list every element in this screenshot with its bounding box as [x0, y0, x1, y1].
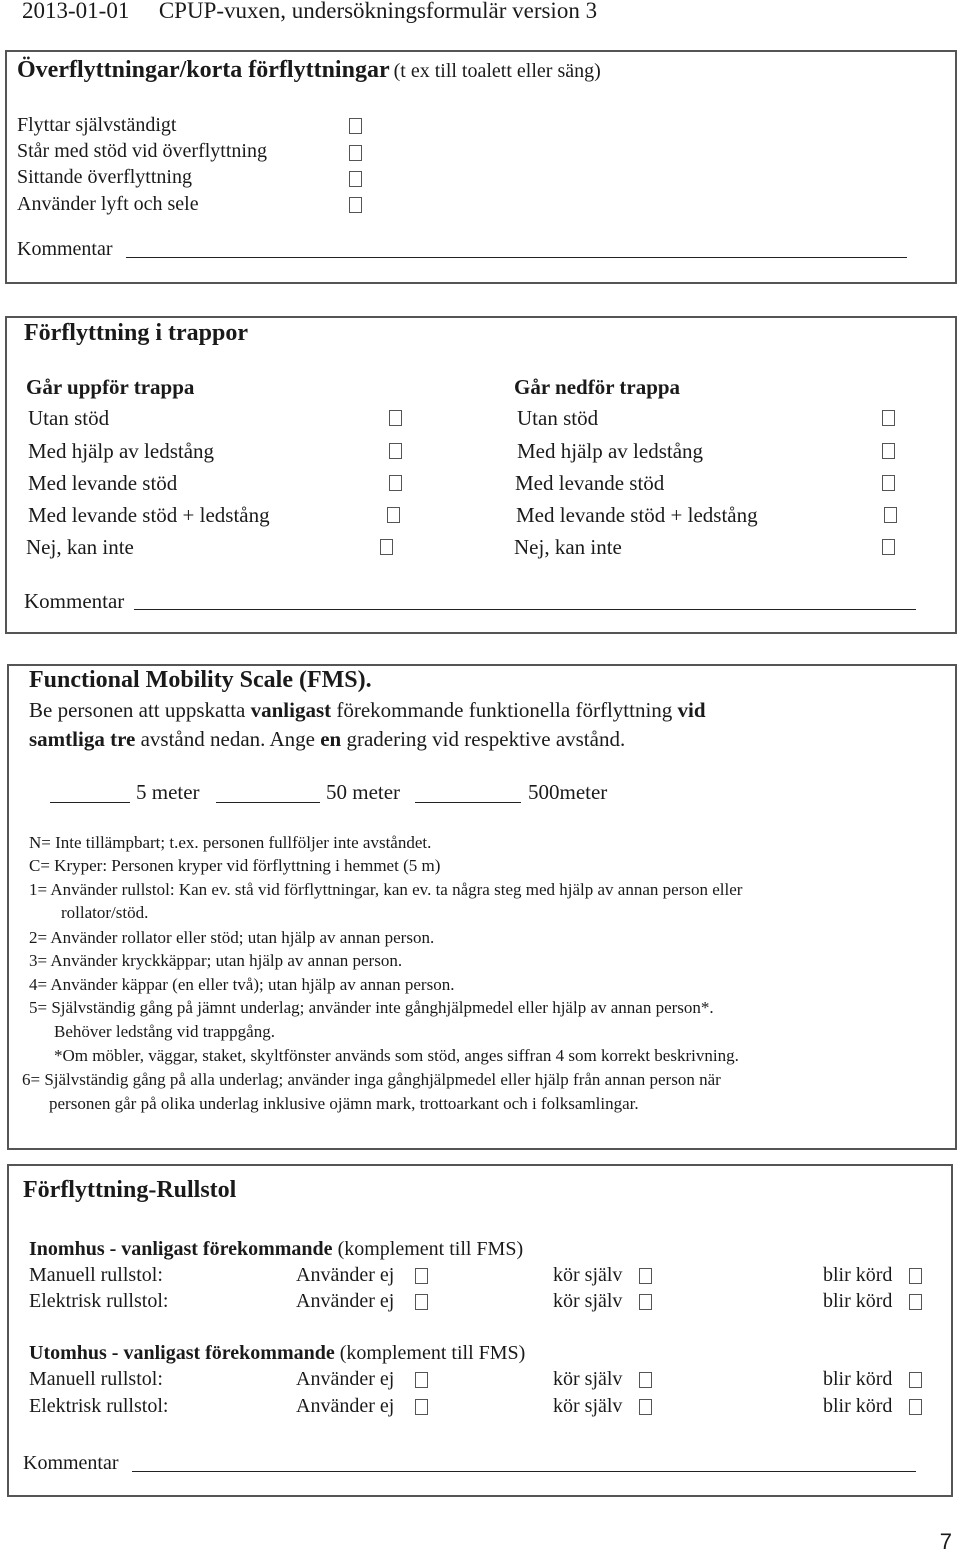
fms-instr-text: avstånd nedan. Ange	[135, 727, 321, 751]
fms-instr-text: gradering vid respektive avstånd.	[341, 727, 626, 751]
option-label: Använder ej	[296, 1368, 395, 1390]
fms-instr-emph: vid	[677, 698, 706, 722]
stairs-comment-label: Kommentar	[24, 589, 125, 613]
fms-5m-field[interactable]	[50, 802, 130, 803]
stairs-down-item-label: Nej, kan inte	[514, 535, 622, 559]
stairs-comment-field[interactable]	[134, 609, 916, 610]
indoor-title: Inomhus - vanligast förekommande	[29, 1238, 333, 1260]
option-label: Använder ej	[296, 1264, 395, 1286]
outdoor-manual-driven-checkbox[interactable]	[909, 1372, 922, 1388]
fms-title: Functional Mobility Scale (FMS).	[29, 667, 372, 693]
option-label: blir körd	[823, 1368, 893, 1390]
row-label-manual: Manuell rullstol:	[29, 1368, 163, 1390]
outdoor-electric-uses-not-checkbox[interactable]	[415, 1399, 428, 1415]
stairs-down-checkbox[interactable]	[882, 410, 895, 426]
stairs-up-checkbox[interactable]	[389, 475, 402, 491]
stairs-down-item-label: Med levande stöd	[515, 471, 665, 495]
fms-scale-item: 2= Använder rollator eller stöd; utan hjälp av annan person.	[29, 928, 435, 947]
option-label: Använder ej	[296, 1290, 395, 1312]
transfers-heading	[17, 57, 601, 84]
wheelchair-title: Förflyttning-Rullstol	[23, 1177, 237, 1203]
option-label: blir körd	[823, 1395, 893, 1417]
stairs-up-checkbox[interactable]	[380, 539, 393, 555]
header-date: 2013-01-01	[22, 0, 130, 23]
fms-scale-item: 4= Använder käppar (en eller två); utan hjälp av annan person.	[29, 975, 455, 994]
fms-instr-emph: en	[320, 727, 342, 751]
stairs-up-item-label: Med hjälp av ledstång	[28, 439, 215, 463]
option-label: blir körd	[823, 1290, 893, 1312]
indoor-electric-driven-checkbox[interactable]	[909, 1294, 922, 1310]
transfers-item-label: Flyttar självständigt	[17, 114, 177, 136]
transfers-subtitle: (t ex till toalett eller säng)	[393, 60, 601, 82]
indoor-note: (komplement till FMS)	[332, 1238, 524, 1260]
wheelchair-section	[7, 1164, 953, 1497]
stairs-up-checkbox[interactable]	[389, 410, 402, 426]
wheelchair-indoor-heading	[29, 1238, 523, 1261]
option-label: blir körd	[823, 1264, 893, 1286]
fms-instr-emph: samtliga tre	[29, 727, 136, 751]
fms-distance-label: 5 meter	[136, 780, 200, 804]
transfers-item-label: Sittande överflyttning	[17, 166, 192, 188]
stairs-down-checkbox[interactable]	[882, 443, 895, 459]
fms-scale-item: 5= Självständig gång på jämnt underlag; använder inte gånghjälpmedel eller hjälp av annan person*.	[29, 998, 714, 1017]
stairs-title: Förflyttning i trappor	[24, 320, 248, 346]
fms-instruction-line-2	[29, 727, 625, 752]
fms-instr-emph: vanligast	[250, 698, 332, 722]
page-header	[22, 0, 597, 24]
stairs-up-item-label: Med levande stöd + ledstång	[28, 503, 270, 527]
transfers-title: Överflyttningar/korta förflyttningar	[17, 57, 390, 83]
option-label: kör själv	[553, 1368, 623, 1390]
fms-scale-item: C= Kryper: Personen kryper vid förflyttning i hemmet (5 m)	[29, 856, 441, 875]
stairs-down-item-label: Utan stöd	[517, 406, 599, 430]
option-label: kör själv	[553, 1264, 623, 1286]
fms-scale-item: 1= Använder rullstol: Kan ev. stå vid förflyttningar, kan ev. ta några steg med hjälp av annan person eller	[29, 880, 743, 899]
fms-instr-text: förekommande funktionella förflyttning	[331, 698, 678, 722]
transfers-item-label: Använder lyft och sele	[17, 193, 199, 215]
stairs-up-item-label: Nej, kan inte	[26, 535, 134, 559]
transfers-checkbox[interactable]	[349, 118, 362, 134]
transfers-item-label: Står med stöd vid överflyttning	[17, 140, 267, 162]
stairs-up-title: Går uppför trappa	[26, 375, 195, 399]
header-title: CPUP-vuxen, undersökningsformulär version 3	[158, 0, 598, 23]
stairs-down-item-label: Med hjälp av ledstång	[517, 439, 704, 463]
fms-instruction-line-1	[29, 698, 706, 723]
stairs-up-checkbox[interactable]	[389, 443, 402, 459]
stairs-up-item-label: Utan stöd	[28, 406, 110, 430]
wheelchair-comment-label: Kommentar	[23, 1452, 119, 1474]
option-label: kör själv	[553, 1395, 623, 1417]
outdoor-manual-self-checkbox[interactable]	[639, 1372, 652, 1388]
fms-distance-label: 50 meter	[326, 780, 401, 804]
page-number: 7	[939, 1529, 952, 1554]
row-label-manual: Manuell rullstol:	[29, 1264, 163, 1286]
fms-scale-item: N= Inte tillämpbart; t.ex. personen fullföljer inte avståndet.	[29, 833, 432, 852]
transfers-checkbox[interactable]	[349, 145, 362, 161]
outdoor-electric-self-checkbox[interactable]	[639, 1399, 652, 1415]
option-label: Använder ej	[296, 1395, 395, 1417]
stairs-down-title: Går nedför trappa	[514, 375, 681, 399]
fms-distance-label: 500meter	[528, 780, 608, 804]
fms-instr-text: Be personen att uppskatta	[29, 698, 251, 722]
fms-500m-field[interactable]	[415, 802, 521, 803]
row-label-electric: Elektrisk rullstol:	[29, 1395, 169, 1417]
outdoor-note: (komplement till FMS)	[334, 1342, 526, 1364]
wheelchair-outdoor-heading	[29, 1342, 525, 1365]
outdoor-title: Utomhus - vanligast förekommande	[29, 1342, 335, 1364]
transfers-comment-field[interactable]	[126, 257, 907, 258]
indoor-manual-uses-not-checkbox[interactable]	[415, 1268, 428, 1284]
indoor-electric-uses-not-checkbox[interactable]	[415, 1294, 428, 1310]
stairs-down-checkbox[interactable]	[884, 507, 897, 523]
indoor-manual-driven-checkbox[interactable]	[909, 1268, 922, 1284]
transfers-comment-label: Kommentar	[17, 238, 113, 260]
stairs-down-item-label: Med levande stöd + ledstång	[516, 503, 758, 527]
stairs-up-item-label: Med levande stöd	[28, 471, 178, 495]
indoor-manual-self-checkbox[interactable]	[639, 1268, 652, 1284]
stairs-up-checkbox[interactable]	[387, 507, 400, 523]
indoor-electric-self-checkbox[interactable]	[639, 1294, 652, 1310]
fms-scale-item: 6= Självständig gång på alla underlag; använder inga gånghjälpmedel eller hjälp från annan person när	[22, 1070, 721, 1089]
stairs-down-checkbox[interactable]	[882, 475, 895, 491]
transfers-checkbox[interactable]	[349, 197, 362, 213]
option-label: kör själv	[553, 1290, 623, 1312]
fms-scale-item: *Om möbler, väggar, staket, skyltfönster används som stöd, anges siffran 4 som korrekt beskrivning.	[54, 1046, 739, 1065]
row-label-electric: Elektrisk rullstol:	[29, 1290, 169, 1312]
fms-scale-item: Behöver ledstång vid trappgång.	[54, 1022, 275, 1041]
stairs-down-checkbox[interactable]	[882, 539, 895, 555]
fms-scale-item: personen går på olika underlag inklusive ojämn mark, trottoarkant och i folksamlingar.	[49, 1094, 639, 1113]
fms-scale-item: rollator/stöd.	[61, 903, 149, 922]
transfers-checkbox[interactable]	[349, 171, 362, 187]
wheelchair-comment-field[interactable]	[132, 1471, 916, 1472]
outdoor-electric-driven-checkbox[interactable]	[909, 1399, 922, 1415]
outdoor-manual-uses-not-checkbox[interactable]	[415, 1372, 428, 1388]
fms-50m-field[interactable]	[216, 802, 320, 803]
fms-scale-item: 3= Använder kryckkäppar; utan hjälp av annan person.	[29, 951, 403, 970]
